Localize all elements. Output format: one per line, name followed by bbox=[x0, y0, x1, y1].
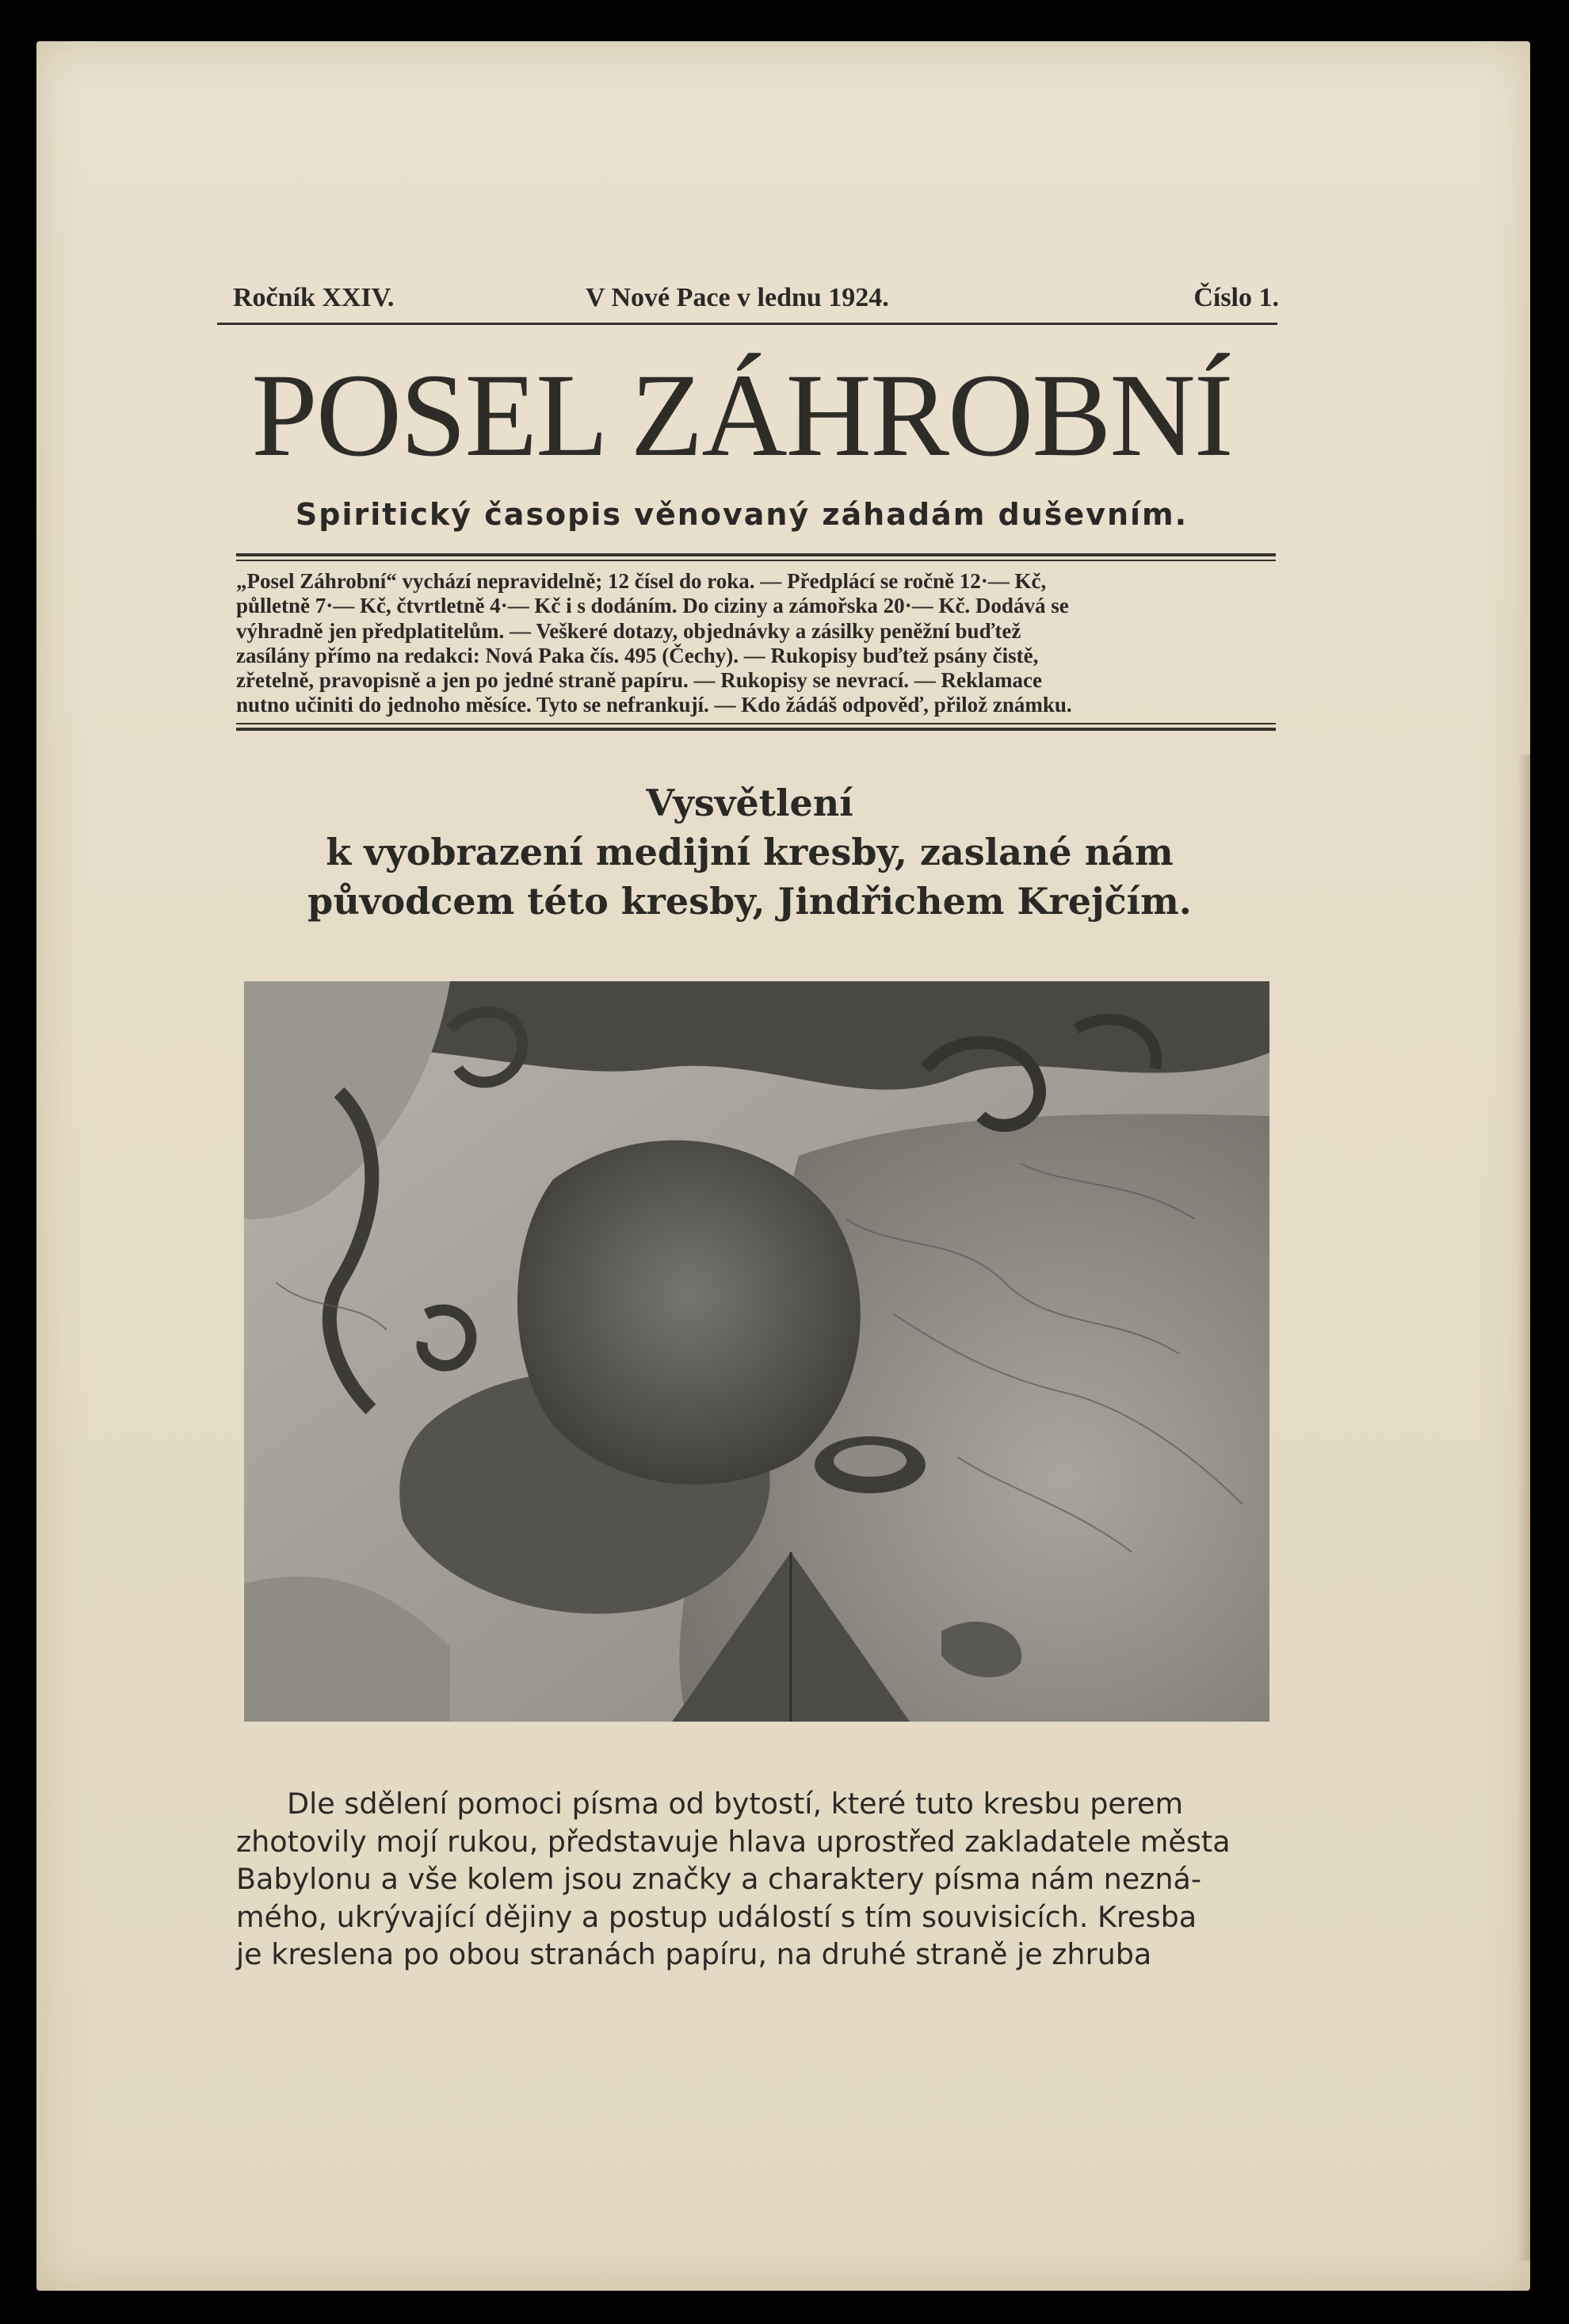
body-line-text: Dle sdělení pomoci písma od bytostí, které tuto kresbu perem bbox=[287, 1787, 1184, 1821]
body-line bbox=[236, 1823, 1276, 1861]
body-line bbox=[236, 1898, 1276, 1936]
article-body bbox=[236, 1785, 1276, 1974]
notice-line: půlletně 7·— Kč, čtvrtletně 4·— Kč i s dodáním. Do ciziny a zámořska 20·— Kč. Dodává se bbox=[236, 594, 1069, 618]
headline-line: k vyobrazení medijní kresby, zaslané nám bbox=[326, 831, 1174, 873]
notice-line: „Posel Záhrobní“ vychází nepravidelně; 12 čísel do roka. — Předplácí se ročně 12·— Kč, bbox=[236, 569, 1047, 593]
volume-label: Ročník XXIV. bbox=[233, 283, 395, 312]
body-line-text: Babylonu a vše kolem jsou značky a charaktery písma nám nezná- bbox=[236, 1862, 1202, 1896]
masthead-rule bbox=[217, 323, 1277, 325]
notice-line: nutno učiniti do jednoho měsíce. Tyto se nefrankují. — Kdo žádáš odpověď, přilož známku. bbox=[236, 693, 1072, 717]
magazine-subtitle: Spiritický časopis věnovaný záhadám duševním. bbox=[295, 497, 1189, 532]
body-line-text: je kreslena po obou stranách papíru, na druhé straně je zhruba bbox=[236, 1937, 1152, 1971]
article-headline bbox=[219, 778, 1281, 926]
body-line bbox=[236, 1860, 1276, 1898]
notice-line: zřetelně, pravopisně a jen po jedné straně papíru. — Rukopisy se nevrací. — Reklamace bbox=[236, 668, 1042, 693]
notice-bottom-rule-thin bbox=[236, 723, 1276, 724]
mediumistic-drawing-image bbox=[244, 981, 1269, 1722]
notice-bottom-rule-thick bbox=[236, 728, 1276, 731]
notice-top-rule-thick bbox=[236, 553, 1276, 556]
headline-line: Vysvětlení bbox=[646, 782, 853, 824]
body-line-text: zhotovily mojí rukou, představuje hlava uprostřed zakladatele města bbox=[236, 1824, 1231, 1859]
magazine-page bbox=[36, 41, 1530, 2291]
body-line-text: mého, ukrývající dějiny a postup událostí s tím souvisicích. Kresba bbox=[236, 1899, 1197, 1934]
notice-line: výhradně jen předplatitelům. — Veškeré dotazy, objednávky a zásilky peněžní buďtež bbox=[236, 618, 1021, 643]
place-date-label: V Nové Pace v lednu 1924. bbox=[586, 283, 889, 312]
body-line bbox=[236, 1785, 1276, 1823]
issue-number-label: Číslo 1. bbox=[1193, 283, 1279, 312]
body-line bbox=[236, 1936, 1276, 1974]
page-edge-shadow bbox=[1517, 755, 1530, 2261]
headline-line: původcem této kresby, Jindřichem Krejčím. bbox=[307, 880, 1192, 923]
magazine-title: POSEL ZÁHROBNÍ bbox=[251, 350, 1232, 481]
notice-top-rule-thin bbox=[236, 560, 1276, 561]
subscription-notice bbox=[236, 569, 1276, 718]
masthead-row bbox=[233, 283, 1279, 318]
notice-line: zasílány přímo na redakci: Nová Paka čís. 495 (Čechy). — Rukopisy buďtež psány čistě, bbox=[236, 643, 1039, 667]
